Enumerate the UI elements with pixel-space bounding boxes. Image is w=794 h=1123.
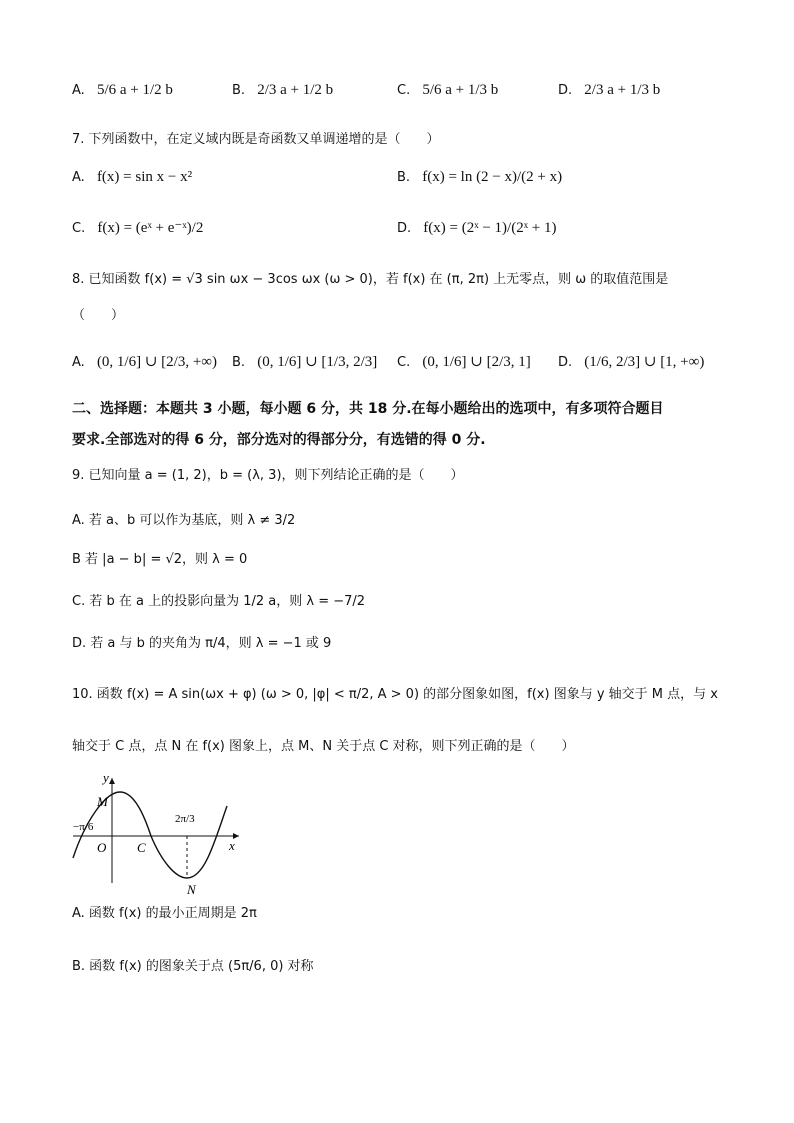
option-label: D. <box>397 221 412 236</box>
q8-option-a <box>72 352 217 373</box>
q9-option-d: D. 若 a 与 b 的夹角为 π/4，则 λ = −1 或 9 <box>72 636 332 651</box>
q6-option-b <box>232 80 333 101</box>
point-n-label: N <box>187 882 196 895</box>
option-math: 2/3 a + 1/3 b <box>584 82 661 98</box>
section-heading-line2: 要求.全部选对的得 6 分，部分选对的得部分分，有选错的得 0 分. <box>72 432 486 448</box>
option-math: 5/6 a + 1/2 b <box>96 82 173 98</box>
right-tick-label: 2π/3 <box>175 813 195 825</box>
option-math: f(x) = (eˣ + e⁻ˣ)/2 <box>97 220 204 236</box>
option-math: (0, 1/6] ∪ [2/3, 1] <box>422 354 531 370</box>
q9-option-a: A. 若 a、b 可以作为基底，则 λ ≠ 3/2 <box>72 513 296 528</box>
q7-option-b <box>397 167 562 188</box>
q8-option-c <box>397 352 531 373</box>
option-label: A. <box>72 83 85 98</box>
q10-option-b: B. 函数 f(x) 的图象关于点 (5π/6, 0) 对称 <box>72 959 314 974</box>
q9-stem: 9. 已知向量 a = (1, 2)，b = (λ, 3)，则下列结论正确的是（ ） <box>72 468 464 483</box>
q8-stem-bracket: （ ） <box>72 308 125 323</box>
point-m-label: M <box>97 794 108 809</box>
q10-option-a: A. 函数 f(x) 的最小正周期是 2π <box>72 906 257 921</box>
q7-option-a <box>72 167 192 188</box>
origin-label: O <box>97 840 107 855</box>
option-label: D. <box>558 355 573 370</box>
option-math: (0, 1/6] ∪ [2/3, +∞) <box>96 354 217 370</box>
option-math: 2/3 a + 1/2 b <box>257 82 334 98</box>
q7-option-d <box>397 218 556 239</box>
section-heading-line1: 二、选择题：本题共 3 小题，每小题 6 分，共 18 分.在每小题给出的选项中，有多项符合题目 <box>72 401 664 417</box>
option-math: f(x) = sin x − x² <box>96 169 193 185</box>
x-axis-label: x <box>229 838 235 853</box>
left-tick-label: −π/6 <box>73 821 94 833</box>
q6-option-d <box>558 80 660 101</box>
option-math: (0, 1/6] ∪ [1/3, 2/3] <box>257 354 378 370</box>
q6-option-c <box>397 80 498 101</box>
option-label: C. <box>397 83 411 98</box>
q7-stem: 7. 下列函数中，在定义域内既是奇函数又单调递增的是（ ） <box>72 132 440 147</box>
option-math: f(x) = (2ˣ − 1)/(2ˣ + 1) <box>423 220 557 236</box>
option-label: A. <box>72 170 85 185</box>
option-label: C. <box>72 221 86 236</box>
point-c-label: C <box>137 840 146 855</box>
q9-option-b: B 若 |a − b| = √2，则 λ = 0 <box>72 552 248 567</box>
q9-option-c: C. 若 b 在 a 上的投影向量为 1/2 a，则 λ = −7/2 <box>72 594 366 609</box>
q10-stem: 10. 函数 f(x) = A sin(ωx + φ) (ω > 0, |φ| < π/2, A > 0) 的部分图象如图，f(x) 图象与 y 轴交于 M 点，与 x <box>72 687 718 702</box>
q6-option-a <box>72 80 173 101</box>
option-label: B. <box>232 355 246 370</box>
option-label: B. <box>397 170 411 185</box>
option-label: A. <box>72 355 85 370</box>
option-label: D. <box>558 83 573 98</box>
option-math: f(x) = ln (2 − x)/(2 + x) <box>422 169 563 185</box>
q8-option-d <box>558 352 704 373</box>
q10-stem-line2: 轴交于 C 点，点 N 在 f(x) 图象上，点 M、N 关于点 C 对称，则下列正确的是（ ） <box>72 739 575 754</box>
option-math: 5/6 a + 1/3 b <box>422 82 499 98</box>
option-math: (1/6, 2/3] ∪ [1, +∞) <box>584 354 705 370</box>
option-label: C. <box>397 355 411 370</box>
q8-stem: 8. 已知函数 f(x) = √3 sin ωx − 3cos ωx (ω > 0)，若 f(x) 在 (π, 2π) 上无零点，则 ω 的取值范围是 <box>72 272 669 287</box>
y-axis-label: y <box>103 770 109 785</box>
q8-option-b <box>232 352 377 373</box>
option-label: B. <box>232 83 246 98</box>
q7-option-c <box>72 218 203 239</box>
q10-function-graph <box>65 770 255 895</box>
